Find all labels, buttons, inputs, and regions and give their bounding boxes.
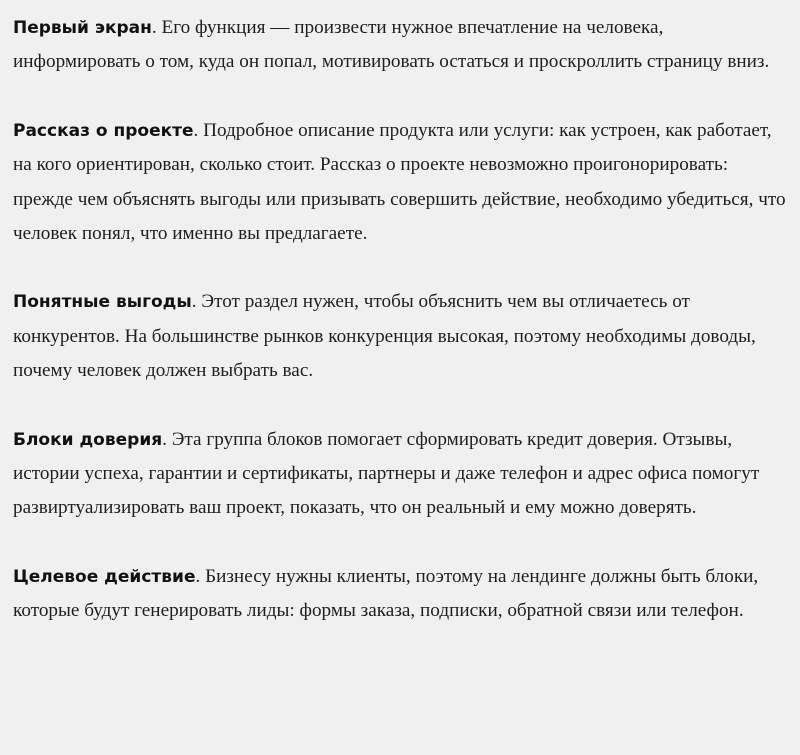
term-clear-benefits: Понятные выгоды [13, 292, 192, 313]
paragraph-project-story [13, 114, 788, 252]
term-target-action: Целевое действие [13, 566, 196, 587]
paragraph-target-action [13, 560, 788, 629]
term-trust-blocks: Блоки доверия [13, 429, 163, 450]
paragraph-first-screen [13, 11, 788, 80]
desc-first-screen: . Его функция — произвести нужное впечатление на человека, информировать о том, куда он попал, мотивировать остаться и проскроллить страницу вниз. [13, 17, 770, 73]
desc-clear-benefits: . Этот раздел нужен, чтобы объяснить чем вы отличаетесь от конкурентов. На большинстве рынков конкуренция высокая, поэтому необходимы доводы, почему человек должен выбрать вас. [13, 291, 756, 382]
term-first-screen: Первый экран [13, 18, 152, 38]
paragraph-clear-benefits [13, 285, 788, 388]
paragraph-trust-blocks [13, 423, 788, 526]
landing-structure-text [13, 11, 788, 663]
desc-trust-blocks: . Эта группа блоков помогает сформировать кредит доверия. Отзывы, истории успеха, гарантии и сертификаты, партнеры и даже телефон и адрес офиса помогут развиртуализировать ваш проект, показать, что он реальный и ему можно доверять. [13, 428, 760, 519]
desc-target-action: . Бизнесу нужны клиенты, поэтому на лендинге должны быть блоки, которые будут генерировать лиды: формы заказа, подписки, обратной связи или телефон. [13, 565, 759, 622]
term-project-story: Рассказ о проекте [13, 120, 194, 141]
desc-project-story: . Подробное описание продукта или услуги: как устроен, как работает, на кого ориентирован, сколько стоит. Рассказ о проекте невозможно проигонорировать: прежде чем объяснять выгоды или призывать совершить действие, необходимо убедиться, что человек понял, что именно вы предлагаете. [13, 119, 786, 245]
